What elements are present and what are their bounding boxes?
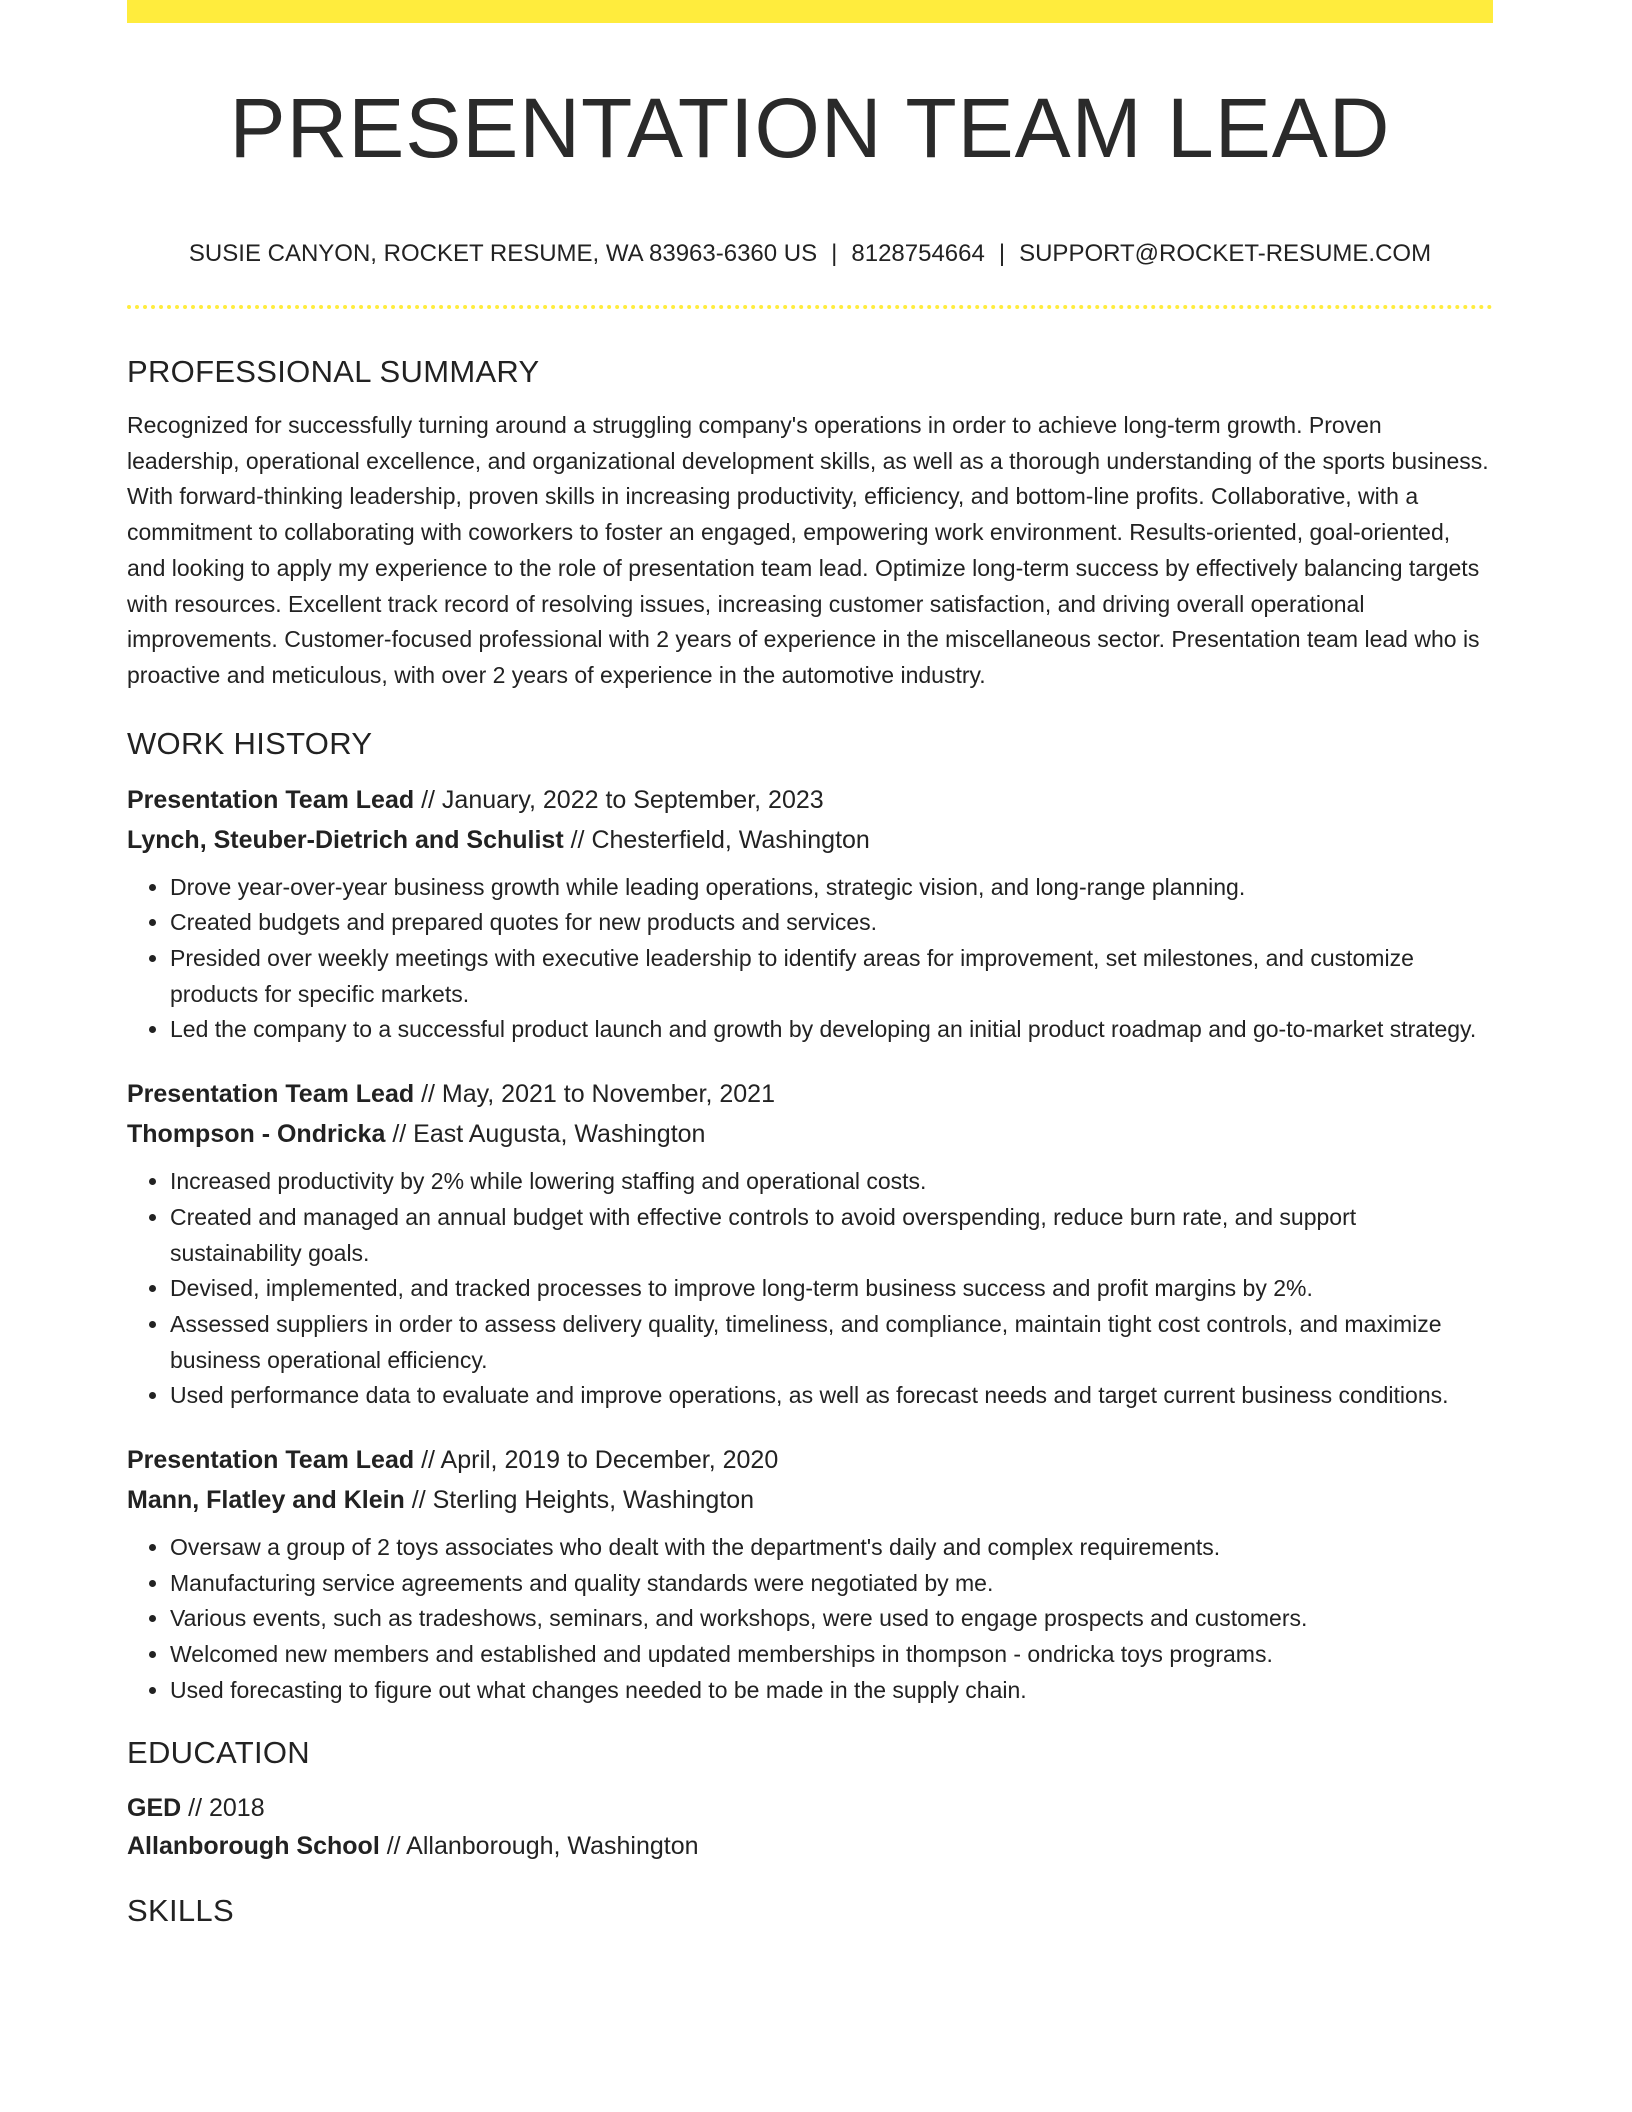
- job-bullet: • Created budgets and prepared quotes for new products and services.: [170, 905, 1493, 941]
- job-company: Thompson - Ondricka: [127, 1120, 386, 1149]
- resume-content: [127, 350, 1493, 1933]
- dotted-divider: [127, 305, 1493, 309]
- job-dates: // May, 2021 to November, 2021: [421, 1080, 775, 1109]
- job-company: Lynch, Steuber-Dietrich and Schulist: [127, 825, 564, 854]
- education-entry: [127, 1789, 1493, 1865]
- job-bullet: • Drove year-over-year business growth while leading operations, strategic vision, and long-range planning.: [170, 870, 1493, 906]
- job-bullet: • Increased productivity by 2% while lowering staffing and operational costs.: [170, 1164, 1493, 1200]
- contact-email[interactable]: SUPPORT@ROCKET-RESUME.COM: [1019, 240, 1432, 267]
- education-year: // 2018: [188, 1793, 265, 1822]
- job-bullet: • Manufacturing service agreements and quality standards were negotiated by me.: [170, 1566, 1493, 1602]
- contact-phone[interactable]: 8128754664: [851, 240, 985, 267]
- contact-separator: |: [998, 240, 1006, 267]
- education-school: Allanborough School: [127, 1831, 380, 1860]
- job-company-line: [127, 820, 1493, 860]
- job-title: Presentation Team Lead: [127, 1080, 415, 1109]
- job-title-line: [127, 1074, 1493, 1114]
- education-degree: GED: [127, 1793, 182, 1822]
- job-title-line: [127, 780, 1493, 820]
- job-bullet: • Various events, such as tradeshows, seminars, and workshops, were used to engage prospects and customers.: [170, 1601, 1493, 1637]
- top-accent-bar: [127, 0, 1493, 23]
- job-bullets: [127, 1530, 1493, 1709]
- job-location: // East Augusta, Washington: [392, 1120, 706, 1149]
- job-location: // Sterling Heights, Washington: [411, 1486, 755, 1515]
- work-history-heading: WORK HISTORY: [127, 725, 373, 761]
- job-bullets: [127, 870, 1493, 1049]
- resume-title: PRESENTATION TEAM LEAD: [229, 81, 1391, 175]
- job-company-line: [127, 1114, 1493, 1154]
- education-degree-line: [127, 1789, 1493, 1827]
- job-bullets: [127, 1164, 1493, 1414]
- contact-line: [127, 236, 1493, 272]
- education-heading: EDUCATION: [127, 1734, 310, 1770]
- job-bullet: • Oversaw a group of 2 toys associates who dealt with the department's daily and complex requirements.: [170, 1530, 1493, 1566]
- job-entry: [127, 780, 1493, 1049]
- job-bullet: • Presided over weekly meetings with executive leadership to identify areas for improvement, set milestones, and customize products for specific markets.: [170, 941, 1493, 1012]
- job-title: Presentation Team Lead: [127, 1446, 415, 1475]
- job-location: // Chesterfield, Washington: [570, 825, 870, 854]
- job-bullet: • Used forecasting to figure out what changes needed to be made in the supply chain.: [170, 1673, 1493, 1709]
- education-location: // Allanborough, Washington: [386, 1831, 699, 1860]
- job-dates: // April, 2019 to December, 2020: [421, 1446, 779, 1475]
- job-dates: // January, 2022 to September, 2023: [421, 785, 824, 814]
- job-entry: [127, 1074, 1493, 1414]
- job-bullet: • Welcomed new members and established and updated memberships in thompson - ondricka toys programs.: [170, 1637, 1493, 1673]
- job-bullet: • Devised, implemented, and tracked processes to improve long-term business success and profit margins by 2%.: [170, 1271, 1493, 1307]
- summary-heading: PROFESSIONAL SUMMARY: [127, 354, 540, 389]
- job-bullet: • Led the company to a successful product launch and growth by developing an initial product roadmap and go-to-market strategy.: [170, 1012, 1493, 1048]
- job-bullet: • Created and managed an annual budget with effective controls to avoid overspending, reduce burn rate, and support sustainability goals.: [170, 1200, 1493, 1271]
- education-school-line: [127, 1827, 1493, 1865]
- summary-text: Recognized for successfully turning around a struggling company's operations in order to achieve long-term growth. Proven leadership, operational excellence, and organizational development skills, as well as a thorough understanding of the sports business. With forward-thinking leadership, proven skills in increasing productivity, efficiency, and bottom-line profits. Collaborative, with a commitment to collaborating with coworkers to foster an engaged, empowering work environment. Results-oriented, goal-oriented, and looking to apply my experience to the role of presentation team lead. Optimize long-term success by effectively balancing targets with resources. Excellent track record of resolving issues, increasing customer satisfaction, and driving overall operational improvements. Customer-focused professional with 2 years of experience in the miscellaneous sector. Presentation team lead who is proactive and meticulous, with over 2 years of experience in the automotive industry.: [127, 412, 1489, 688]
- job-bullet: • Assessed suppliers in order to assess delivery quality, timeliness, and compliance, maintain tight cost controls, and maximize business operational efficiency.: [170, 1307, 1493, 1378]
- job-company-line: [127, 1480, 1493, 1520]
- job-title: Presentation Team Lead: [127, 785, 415, 814]
- contact-address: SUSIE CANYON, ROCKET RESUME, WA 83963-6360 US: [188, 240, 818, 267]
- job-title-line: [127, 1440, 1493, 1480]
- job-bullet: • Used performance data to evaluate and improve operations, as well as forecast needs and target current business conditions.: [170, 1378, 1493, 1414]
- job-company: Mann, Flatley and Klein: [127, 1486, 405, 1515]
- contact-separator: |: [831, 240, 838, 267]
- skills-heading: SKILLS: [127, 1892, 234, 1928]
- job-entry: [127, 1440, 1493, 1709]
